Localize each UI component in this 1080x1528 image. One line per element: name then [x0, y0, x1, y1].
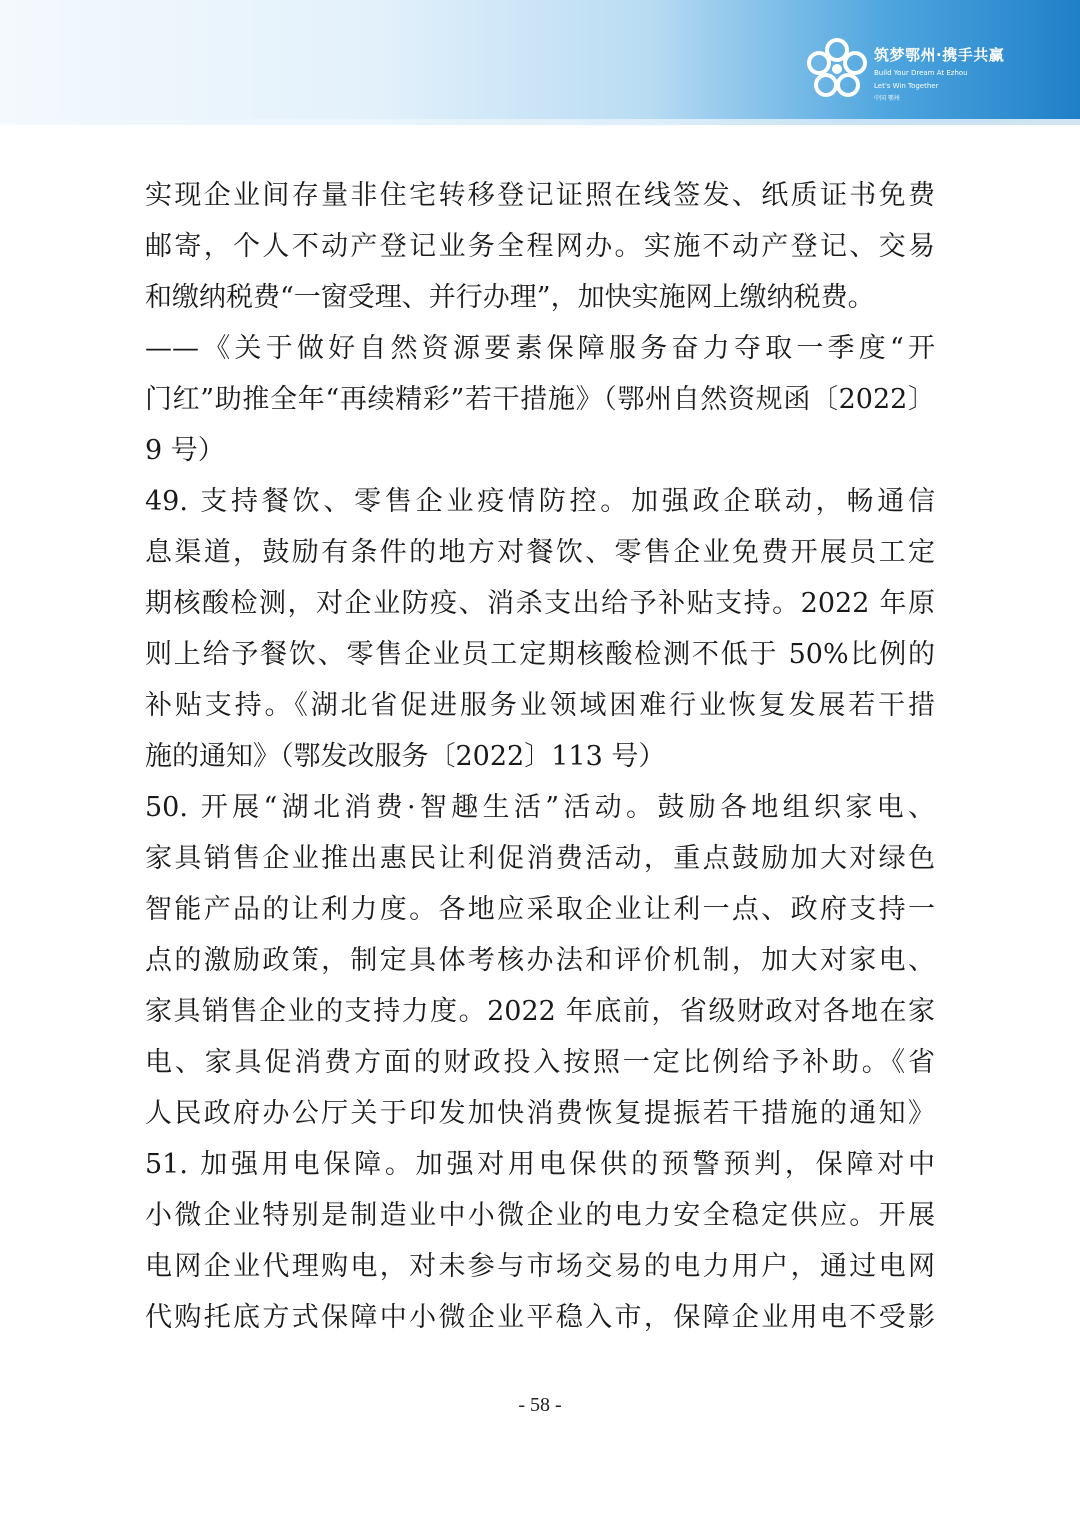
body-line: 智能产品的让利力度。各地应采取企业让利一点、政府支持一: [145, 894, 935, 925]
slogan-block: [874, 44, 1074, 102]
body-line: 家具销售企业推出惠民让利促消费活动，重点鼓励加大对绿色: [145, 843, 935, 874]
body-line: 电、家具促消费方面的财政投入按照一定比例给予补助。《省: [145, 1047, 935, 1078]
body-line: 邮寄，个人不动产登记业务全程网办。实施不动产登记、交易: [145, 231, 935, 262]
body-line: 施的通知》（鄂发改服务〔2022〕113 号）: [145, 741, 666, 772]
body-line: 49. 支持餐饮、零售企业疫情防控。加强政企联动，畅通信: [145, 486, 935, 517]
page-number: - 58 -: [518, 1394, 562, 1416]
body-line: 补贴支持。《湖北省促进服务业领域困难行业恢复发展若干措: [145, 690, 935, 721]
body-line: 实现企业间存量非住宅转移登记证照在线签发、纸质证书免费: [145, 180, 935, 211]
body-line: 小微企业特别是制造业中小微企业的电力安全稳定供应。开展: [145, 1200, 935, 1231]
body-line: 则上给予餐饮、零售企业员工定期核酸检测不低于 50%比例的: [145, 639, 935, 670]
body-line: 点的激励政策，制定具体考核办法和评价机制，加大对家电、: [145, 945, 935, 976]
body-line: 息渠道，鼓励有条件的地方对餐饮、零售企业免费开展员工定: [145, 537, 935, 568]
body-line: 51. 加强用电保障。加强对用电保供的预警预判，保障对中: [145, 1149, 935, 1180]
body-line: 家具销售企业的支持力度。2022 年底前，省级财政对各地在家: [145, 996, 935, 1027]
document-body: [145, 170, 935, 1343]
slogan-chinese: 筑梦鄂州·携手共赢: [874, 46, 1005, 64]
header-banner: [0, 0, 1080, 125]
body-line: 代购托底方式保障中小微企业平稳入市，保障企业用电不受影: [145, 1302, 935, 1333]
body-line: 人民政府办公厅关于印发加快消费恢复提振若干措施的通知》: [145, 1098, 935, 1129]
body-line: 50. 开展“湖北消费·智趣生活”活动。鼓励各地组织家电、: [145, 792, 935, 823]
citation-line: ——《关于做好自然资源要素保障服务奋力夺取一季度“开: [145, 333, 935, 364]
body-line: 电网企业代理购电，对未参与市场交易的电力用户，通过电网: [145, 1251, 935, 1282]
citation-line: 门红”助推全年“再续精彩”若干措施》（鄂州自然资规函〔2022〕: [145, 384, 935, 415]
slogan-english-line-2: Let's Win Together: [874, 82, 939, 90]
slogan-english-line-1: Build Your Dream At Ezhou: [874, 69, 968, 77]
body-line: 和缴纳税费“一窗受理、并行办理”，加快实施网上缴纳税费。: [145, 282, 875, 313]
citation-line: 9 号）: [145, 435, 225, 466]
flower-logo-icon: [804, 36, 870, 102]
slogan-location: 中国 鄂州: [874, 95, 900, 102]
body-line: 期核酸检测，对企业防疫、消杀支出给予补贴支持。2022 年原: [145, 588, 935, 619]
